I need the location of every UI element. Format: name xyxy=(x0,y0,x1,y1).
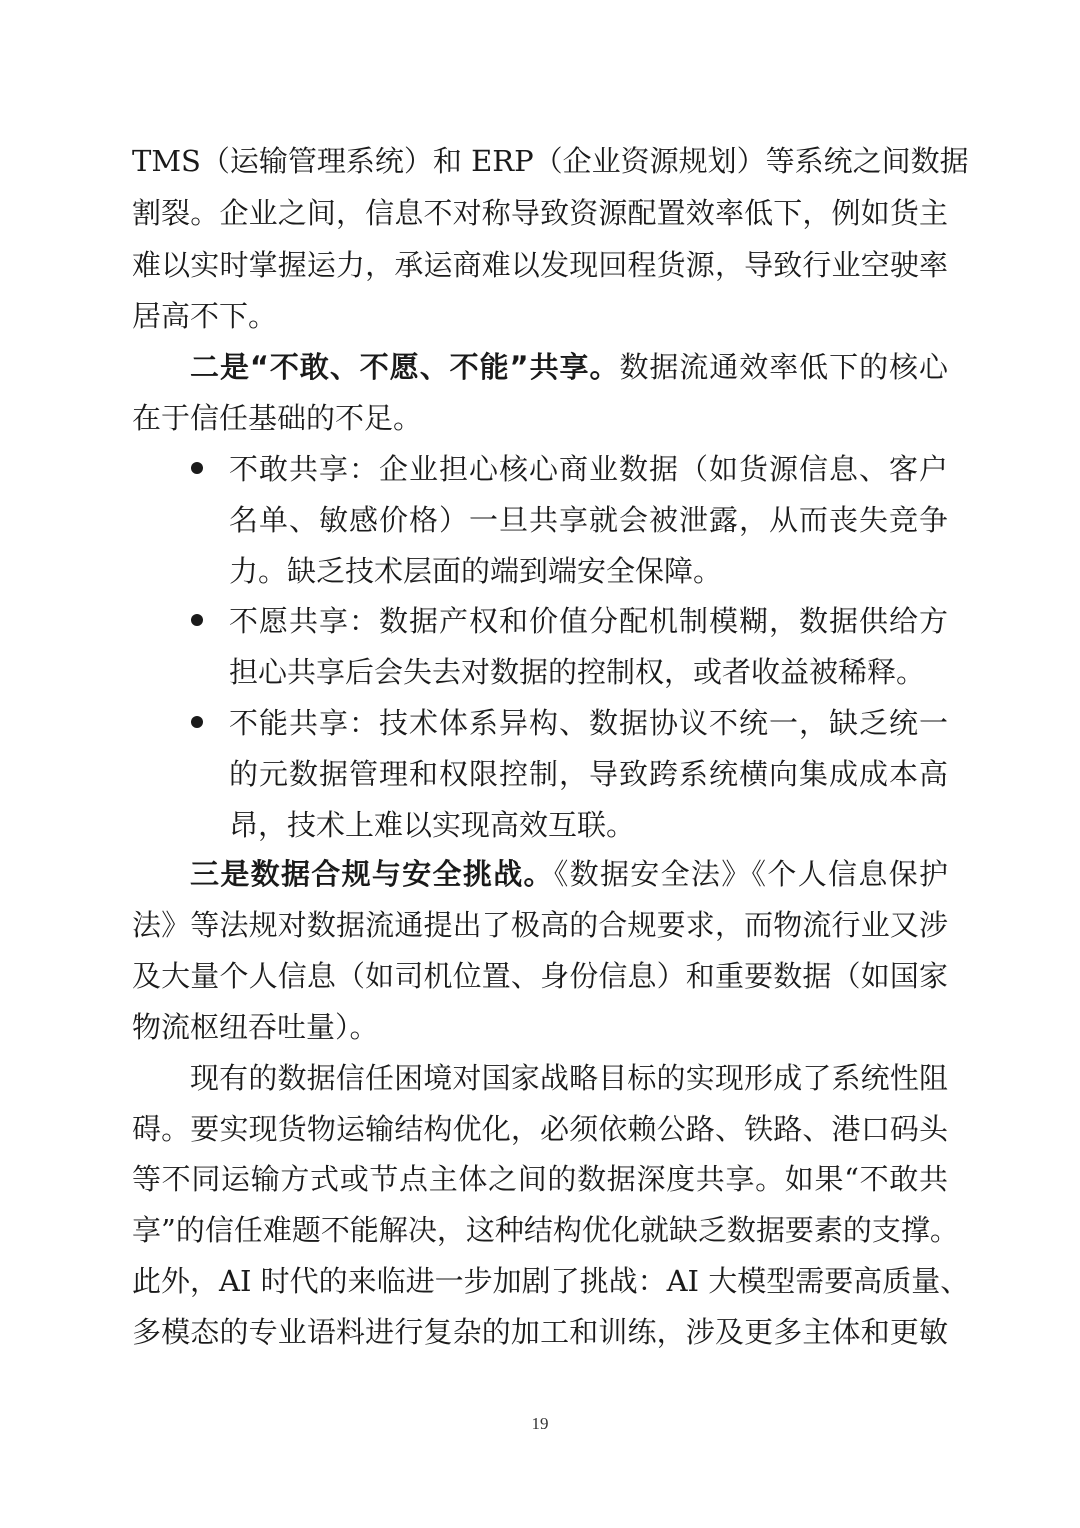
bullet-icon xyxy=(191,462,203,474)
paragraph-line: 及大量个人信息（如司机位置、身份信息）和重要数据（如国家 xyxy=(132,959,948,993)
paragraph-line: 居高不下。 xyxy=(132,299,278,333)
paragraph-line: 此外，AI 时代的来临进一步加剧了挑战：AI 大模型需要高质量、 xyxy=(132,1264,970,1298)
bullet-line: 不敢共享：企业担心核心商业数据（如货源信息、客户 xyxy=(229,452,948,486)
bullet-line: 担心共享后会失去对数据的控制权，或者收益被稀释。 xyxy=(229,655,926,689)
paragraph-line: 等不同运输方式或节点主体之间的数据深度共享。如果“不敢共 xyxy=(132,1162,948,1196)
paragraph-line: 享”的信任难题不能解决，这种结构优化就缺乏数据要素的支撑。 xyxy=(132,1213,959,1247)
bullet-line: 的元数据管理和权限控制，导致跨系统横向集成成本高 xyxy=(229,757,948,791)
paragraph-line: 碍。要实现货物运输结构优化，必须依赖公路、铁路、港口码头 xyxy=(132,1112,948,1146)
bullet-line: 名单、敏感价格）一旦共享就会被泄露，从而丧失竞争 xyxy=(229,503,948,537)
bullet-line: 力。缺乏技术层面的端到端安全保障。 xyxy=(229,554,723,588)
paragraph-text: 《数据安全法》《个人信息保护 xyxy=(553,857,948,891)
paragraph-line: 现有的数据信任困境对国家战略目标的实现形成了系统性阻 xyxy=(190,1061,948,1095)
paragraph-line xyxy=(190,350,948,384)
section-heading: 二是“不敢、不愿、不能”共享。 xyxy=(190,350,620,384)
paragraph-line: 割裂。企业之间，信息不对称导致资源配置效率低下，例如货主 xyxy=(132,196,948,230)
section-heading: 三是数据合规与安全挑战。 xyxy=(190,857,554,891)
paragraph-line: 在于信任基础的不足。 xyxy=(132,401,423,435)
paragraph-line: 法》等法规对数据流通提出了极高的合规要求，而物流行业又涉 xyxy=(132,908,948,942)
paragraph-line: 物流枢纽吞吐量）。 xyxy=(132,1010,379,1044)
bullet-icon xyxy=(191,716,203,728)
paragraph-line: TMS（运输管理系统）和 ERP（企业资源规划）等系统之间数据 xyxy=(132,144,969,178)
bullet-icon xyxy=(191,614,203,626)
bullet-line: 不能共享：技术体系异构、数据协议不统一，缺乏统一 xyxy=(229,706,948,740)
paragraph-text: 数据流通效率低下的核心 xyxy=(619,350,948,384)
paragraph-line: 难以实时掌握运力，承运商难以发现回程货源，导致行业空驶率 xyxy=(132,248,948,282)
paragraph-line: 多模态的专业语料进行复杂的加工和训练，涉及更多主体和更敏 xyxy=(132,1315,948,1349)
bullet-line: 昂，技术上难以实现高效互联。 xyxy=(229,808,636,842)
paragraph-line xyxy=(190,857,948,891)
bullet-line: 不愿共享：数据产权和价值分配机制模糊，数据供给方 xyxy=(229,604,948,638)
page-number: 19 xyxy=(531,1414,549,1433)
